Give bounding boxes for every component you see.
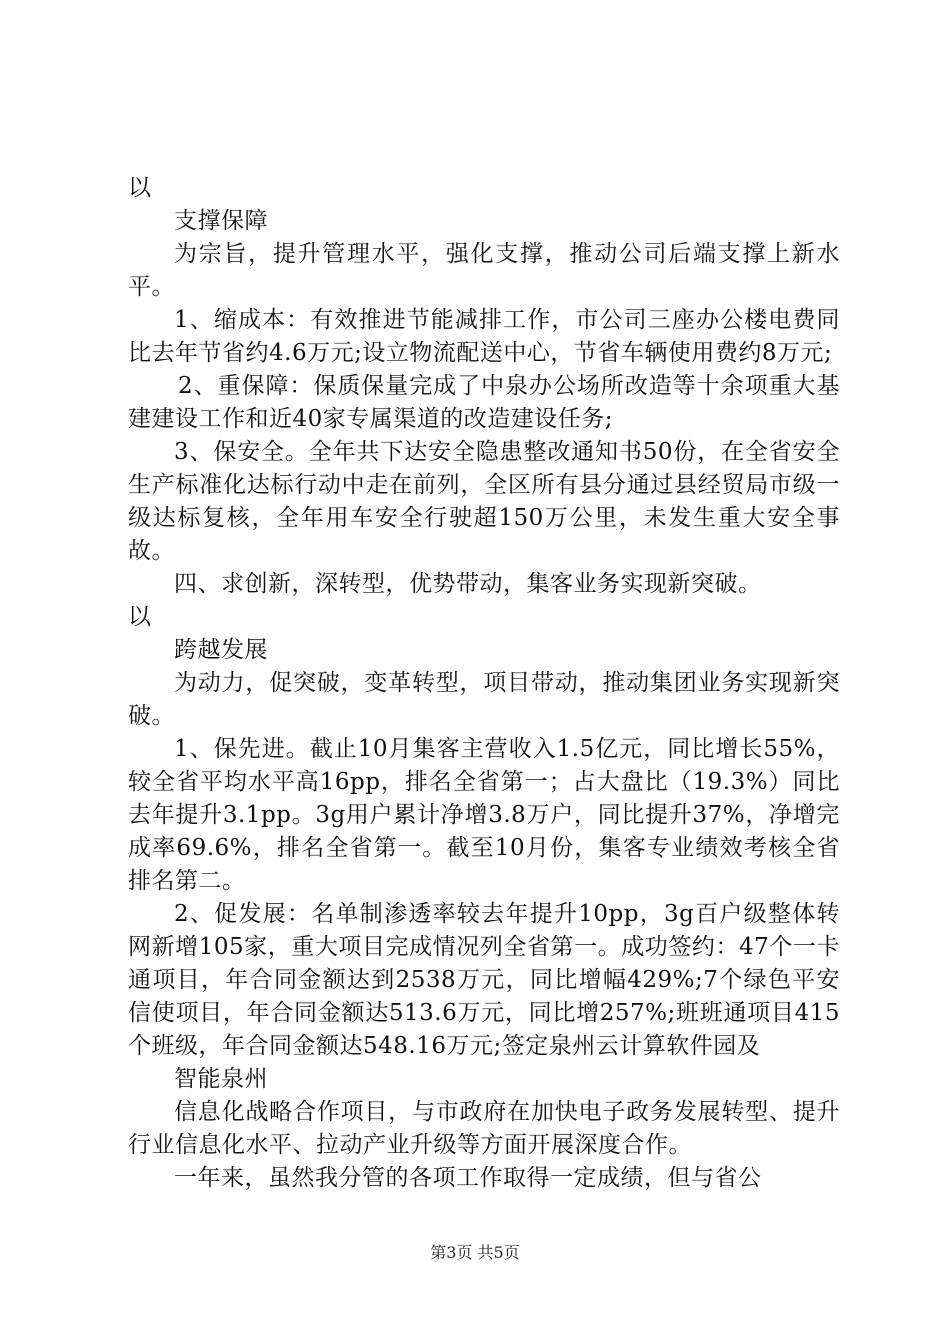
- paragraph: 一年来，虽然我分管的各项工作取得一定成绩，但与省公: [174, 1165, 762, 1191]
- paragraph: 以: [128, 604, 152, 630]
- paragraph: 为动力，促突破，变革转型，项目带动，推动集团业务实现新突破。: [128, 670, 840, 729]
- paragraph: 1、保先进。截止10月集客主营收入1.5亿元，同比增长55%，较全省平均水平高16pp，排名全省第一；占大盘比（19.3%）同比去年提升3.1pp。3g用户累计净增3.8万户，同比提升37%，净增完成率69.6%，排名全省第一。截至10月份，集客专业绩效考核全省排名第二。: [128, 736, 840, 894]
- paragraph: 四、求创新，深转型，优势带动，集客业务实现新突破。: [174, 571, 762, 597]
- paragraph: 智能泉州: [174, 1066, 268, 1092]
- paragraph: 支撑保障: [174, 208, 268, 234]
- paragraph: 信息化战略合作项目，与市政府在加快电子政务发展转型、提升行业信息化水平、拉动产业升级等方面开展深度合作。: [128, 1099, 840, 1158]
- paragraph: 2、重保障：保质保量完成了中泉办公场所改造等十余项重大基建建设工作和近40家专属渠道的改造建设任务;: [128, 373, 840, 432]
- paragraph: 跨越发展: [174, 637, 268, 663]
- paragraph: 1、缩成本：有效推进节能减排工作，市公司三座办公楼电费同比去年节省约4.6万元;设立物流配送中心，节省车辆使用费约8万元;: [128, 307, 840, 366]
- page-number-footer: 第3页 共5页: [430, 1243, 520, 1262]
- paragraph: 为宗旨，提升管理水平，强化支撑，推动公司后端支撑上新水平。: [128, 241, 840, 300]
- paragraph: 以: [128, 175, 152, 201]
- document-body: [128, 172, 840, 1195]
- paragraph: 3、保安全。全年共下达安全隐患整改通知书50份，在全省安全生产标准化达标行动中走在前列，全区所有县分通过县经贸局市级一级达标复核，全年用车安全行驶超150万公里，未发生重大安全事故。: [128, 439, 840, 564]
- paragraph: 2、促发展：名单制渗透率较去年提升10pp，3g百户级整体转网新增105家，重大项目完成情况列全省第一。成功签约：47个一卡通项目，年合同金额达到2538万元，同比增幅429%;7个绿色平安信使项目，年合同金额达513.6万元，同比增257%;班班通项目415个班级，年合同金额达548.16万元;签定泉州云计算软件园及: [128, 901, 840, 1059]
